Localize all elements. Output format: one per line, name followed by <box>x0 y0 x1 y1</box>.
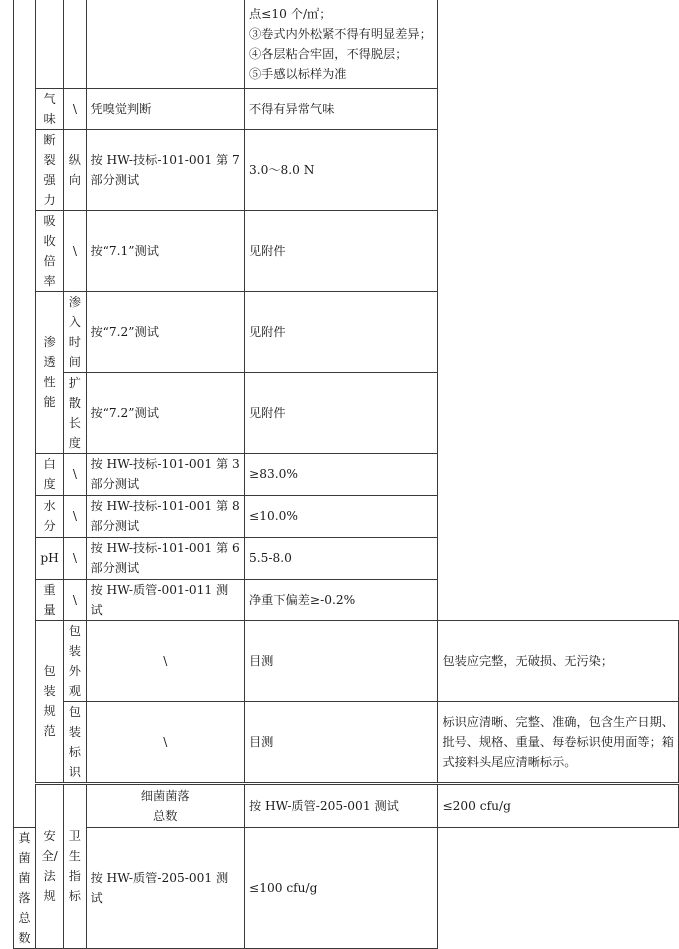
sub-cell: \ <box>64 579 86 620</box>
item-line: 标 <box>68 889 81 903</box>
quality-spec-table <box>13 0 679 949</box>
method-cell: 按“7.2”测试 <box>86 372 244 453</box>
method-cell <box>86 129 244 210</box>
category-cell-physical <box>14 0 36 827</box>
weight-row <box>14 579 679 620</box>
item-cell <box>64 620 86 701</box>
item-cell-hygiene <box>64 783 86 948</box>
sub-cell <box>14 827 36 948</box>
requirement-line: 批号、规格、重量、每卷标识使用面等；箱 <box>442 734 674 749</box>
requirement-cell: ≤100 cfu/g <box>244 827 437 948</box>
requirement-cell-texture <box>244 0 437 88</box>
sub-cell: \ <box>64 210 86 291</box>
texture-row <box>14 0 679 88</box>
requirement-line: 点≤10 个/㎡； <box>248 6 332 21</box>
odor-row <box>14 88 679 129</box>
requirement-line: 式接料头尾应清晰标示。 <box>442 754 577 769</box>
method-cell: 目测 <box>244 701 437 783</box>
tensile-row <box>14 129 679 210</box>
permeability-row-1 <box>14 291 679 372</box>
requirement-cell: 见附件 <box>244 372 437 453</box>
requirement-cell: 3.0～8.0 N <box>244 129 437 210</box>
method-cell <box>86 537 244 579</box>
requirement-cell: ≥83.0% <box>244 453 437 495</box>
method-line: 按 HW-技标-101-001 第 7 <box>90 152 240 167</box>
method-line: 部分测试 <box>90 477 140 491</box>
item-cell <box>35 291 63 453</box>
method-cell: 目测 <box>244 620 437 701</box>
method-line: 部分测试 <box>90 519 140 533</box>
item-cell: 气味 <box>35 88 63 129</box>
item-cell <box>35 210 63 291</box>
whiteness-row <box>14 453 679 495</box>
item-cell: 重量 <box>35 579 63 620</box>
category-cell-safety <box>35 783 63 948</box>
method-cell: 按“7.1”测试 <box>86 210 244 291</box>
item-line: 卫生指 <box>68 829 81 883</box>
sub-cell: 扩散长度 <box>64 372 86 453</box>
ph-row <box>14 537 679 579</box>
sub-cell <box>86 783 244 827</box>
item-line: 渗透性 <box>43 335 56 389</box>
category-line: 规 <box>43 889 56 903</box>
sub-cell: \ <box>64 495 86 537</box>
method-line: 部分测试 <box>90 172 140 187</box>
method-cell: 按 HW-质管-001-011 测试 <box>86 579 244 620</box>
method-cell: 按 HW-质管-205-001 测试 <box>86 827 244 948</box>
requirement-cell: 不得有异常气味 <box>244 88 437 129</box>
permeability-row-2 <box>14 372 679 453</box>
requirement-cell: 包装应完整，无破损、无污染； <box>438 620 679 701</box>
category-cell-packaging <box>35 620 63 783</box>
sub-cell: \ <box>64 88 86 129</box>
sub-cell: 纵向 <box>64 129 86 210</box>
item-cell: 白度 <box>35 453 63 495</box>
item-line: 力 <box>43 192 56 207</box>
method-cell: 凭嗅觉判断 <box>86 88 244 129</box>
safety-fungi-row <box>14 827 679 948</box>
absorption-row <box>14 210 679 291</box>
sub-cell: 渗入时间 <box>64 291 86 372</box>
requirement-cell <box>438 701 679 783</box>
moisture-row <box>14 495 679 537</box>
method-cell <box>86 495 244 537</box>
safety-bacteria-row <box>14 783 679 827</box>
packaging-appearance-row <box>14 620 679 701</box>
packaging-label-row <box>14 701 679 783</box>
method-line: 按 HW-技标-101-001 第 6 <box>90 541 240 555</box>
requirement-line: ④各层粘合牢固，不得脱层； <box>248 46 408 61</box>
item-line: 吸收倍 <box>43 213 56 268</box>
requirement-cell: ≤200 cfu/g <box>438 783 679 827</box>
sub-cell: \ <box>64 537 86 579</box>
method-cell: 按 HW-质管-205-001 测试 <box>244 783 437 827</box>
sub-line: 总数 <box>153 808 178 823</box>
sub-cell-texture <box>64 0 86 88</box>
item-cell <box>64 701 86 783</box>
category-line: 包装规 <box>43 664 56 718</box>
requirement-cell: 见附件 <box>244 291 437 372</box>
category-line: 安全/法 <box>41 829 58 883</box>
item-cell-texture <box>35 0 63 88</box>
requirement-line: ③卷式内外松紧不得有明显差异； <box>248 26 432 41</box>
requirement-cell: 见附件 <box>244 210 437 291</box>
method-cell <box>86 453 244 495</box>
sub-cell: \ <box>86 620 244 701</box>
item-line: 包装标 <box>68 704 81 759</box>
sub-line: 真菌菌落 <box>18 830 31 905</box>
sub-line: 总数 <box>18 910 31 945</box>
requirement-cell: 5.5-8.0 <box>244 537 437 579</box>
requirement-line: ⑤手感以标样为准 <box>248 66 347 81</box>
item-line: 断裂强 <box>43 132 56 187</box>
method-line: 按 HW-技标-101-001 第 3 <box>90 457 240 471</box>
method-line: 部分测试 <box>90 561 140 575</box>
item-line: 率 <box>43 273 56 288</box>
sub-cell: \ <box>86 701 244 783</box>
item-line: 能 <box>43 395 56 409</box>
item-cell <box>35 129 63 210</box>
category-line: 范 <box>43 724 56 738</box>
item-line: 观 <box>68 683 81 698</box>
method-line: 按 HW-技标-101-001 第 8 <box>90 499 240 513</box>
method-cell-texture <box>86 0 244 88</box>
item-cell: pH <box>35 537 63 579</box>
sub-line: 细菌菌落 <box>140 788 190 803</box>
requirement-cell: 净重下偏差≥-0.2% <box>244 579 437 620</box>
item-cell: 水分 <box>35 495 63 537</box>
item-line: 识 <box>68 764 81 779</box>
requirement-cell: ≤10.0% <box>244 495 437 537</box>
item-line: 包装外 <box>68 623 81 678</box>
sub-cell: \ <box>64 453 86 495</box>
method-cell: 按“7.2”测试 <box>86 291 244 372</box>
requirement-line: 标识应清晰、完整、准确，包含生产日期、 <box>442 714 674 729</box>
